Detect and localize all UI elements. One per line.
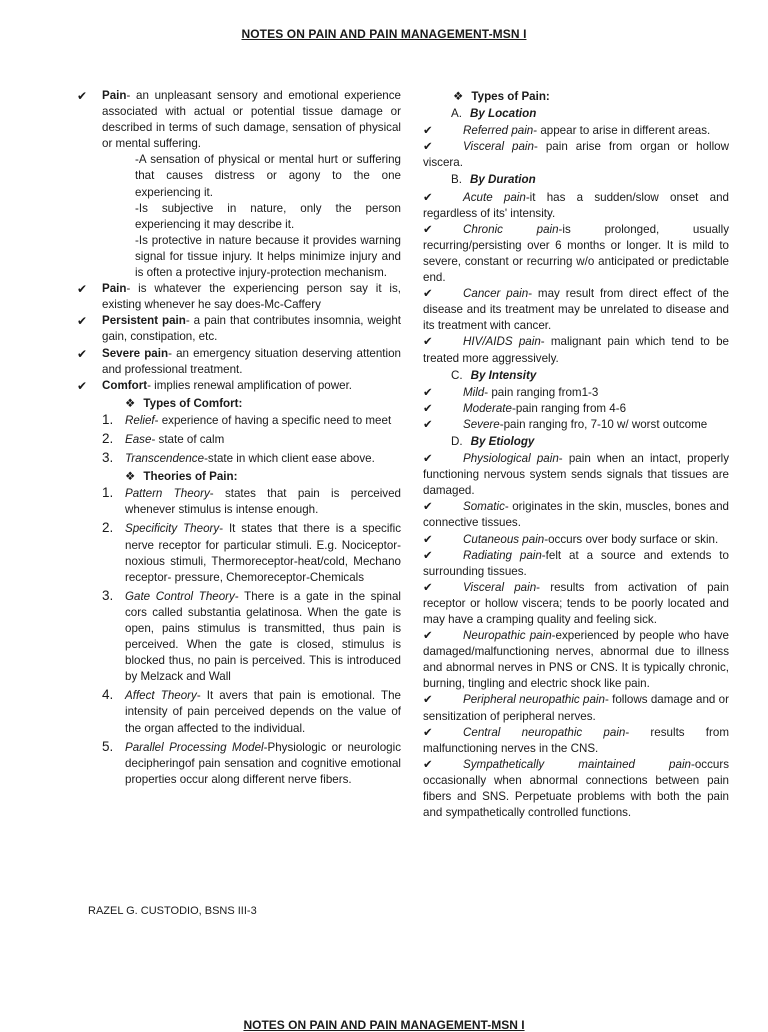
term: Referred pain <box>463 124 534 138</box>
pain-type-item: ✔ Peripheral neuropathic pain- follows damage and or sensitization of peripheral nerves. <box>423 693 729 723</box>
item-number: 5. <box>102 738 114 754</box>
term: Comfort <box>102 378 148 392</box>
theory-item: 1. Pattern Theory- states that pain is perceived whenever stimulus is intense enough. <box>102 485 401 517</box>
checkmark-icon: ✔ <box>423 580 433 594</box>
checkmark-icon: ✔ <box>423 417 433 431</box>
comfort-item: 3. Transcendence-state in which client ease above. <box>102 450 375 466</box>
pain-type-item: ✔ Central neuropathic pain- results from malfunctioning nerves in the CNS. <box>423 725 729 755</box>
item-number: 4. <box>102 687 114 703</box>
checkmark-icon: ✔ <box>423 287 433 301</box>
checkmark-icon: ✔ <box>423 452 433 466</box>
item-number: 3. <box>102 587 114 603</box>
checkmark-icon: ✔ <box>77 314 88 329</box>
checkmark-icon: ✔ <box>423 140 433 154</box>
term: Pain <box>102 282 127 296</box>
checkmark-icon: ✔ <box>77 378 88 393</box>
checkmark-icon: ✔ <box>423 190 433 204</box>
term: Chronic pain <box>463 222 559 236</box>
diamond-bullet-icon: ❖ <box>453 90 464 103</box>
checkmark-icon: ✔ <box>423 124 433 138</box>
diamond-bullet-icon: ❖ <box>125 470 136 484</box>
pain-type-item: ✔ Acute pain-it has a sudden/slow onset and regardless of its' intensity. <box>423 190 729 220</box>
checkmark-icon: ✔ <box>423 335 433 349</box>
term: Severe pain <box>102 346 169 360</box>
pain-type-item: ✔ Cancer pain- may result from direct effect of the disease and its treatment may be unrelated to disease and its treatment with cancer. <box>423 287 729 333</box>
theory-item: 5. Parallel Processing Model-Physiologic or neurologic decipheringof pain sensation and cognitive emotional properties occur along different nerve fibers. <box>102 738 401 786</box>
term: Physiological pain <box>463 452 559 466</box>
theory-item: 3. Gate Control Theory- There is a gate in the spinal cors called substantia gelatinosa. When the gate is open, pains stimulus is transmitted, thus pain is perceived. When the gate is closed, stimulus is blocked thus, no pain is perceived. This is introduced by Melzack and Wall <box>102 587 401 684</box>
theory-item: 4. Affect Theory- It avers that pain is emotional. The intensity of pain perceived depends on the value of the organ affected to the individual. <box>102 687 402 735</box>
comfort-item: 2. Ease- state of calm <box>102 430 225 446</box>
bullet-severe-pain <box>75 346 401 378</box>
term: Acute pain <box>463 190 526 204</box>
pain-type-item: ✔ Severe-pain ranging fro, 7-10 w/ worst outcome <box>423 417 729 433</box>
pain-type-item: ✔ Mild- pain ranging from1-3 <box>423 385 729 401</box>
checkmark-icon: ✔ <box>77 89 88 103</box>
checkmark-icon: ✔ <box>423 629 433 643</box>
term: Central neuropathic pain <box>463 725 626 739</box>
term: HIV/AIDS pain <box>463 335 541 349</box>
bullet-pain-mccaffery <box>75 281 401 313</box>
pain-type-item: ✔ Physiological pain- pain when an intact, properly functioning nervous system sends signals that tissues are damaged. <box>423 452 729 498</box>
term: Severe <box>463 417 500 431</box>
checkmark-icon: ✔ <box>423 725 433 739</box>
right-column <box>423 88 729 821</box>
pain-type-item: ✔ Neuropathic pain-experienced by people who have damaged/malfunctioning nerves, abnormal due to illness and abnormal nerves in PNS or CNS. It is typically chronic, burning, tingling and electric shock like pain. <box>423 629 729 691</box>
checkmark-icon: ✔ <box>77 282 88 297</box>
pain-type-item: ✔ Visceral pain- results from activation of pain receptor or hollow viscera; tends to be poorly located and may have a cramping quality and feeling sick. <box>423 580 730 626</box>
term: Moderate <box>463 401 512 415</box>
category-heading: B. By Duration <box>451 173 536 187</box>
term: Pain <box>102 89 127 102</box>
sub-point: -A sensation of physical or mental hurt or suffering that causes distress or agony to the one experiencing it. <box>135 153 401 199</box>
pain-type-item: ✔ Somatic- originates in the skin, muscles, bones and connective tissues. <box>423 500 729 530</box>
term: Transcendence <box>125 452 205 466</box>
pain-type-item: ✔ Sympathetically maintained pain-occurs occasionally when abnormal connections between pain fibers and SNS. Perpetuate problems with both the pain and sympathetically controlled functions. <box>423 757 729 820</box>
types-of-comfort-heading: ❖ Types of Comfort: <box>125 396 243 410</box>
pain-type-item: ✔ Moderate-pain ranging from 4-6 <box>423 401 729 417</box>
item-number: 2. <box>102 520 114 536</box>
comfort-item: 1. Relief- experience of having a specific need to meet <box>102 411 392 427</box>
checkmark-icon: ✔ <box>423 548 433 562</box>
term: Pattern Theory <box>125 487 210 501</box>
pain-type-item: ✔ Chronic pain-is prolonged, usually recurring/persisting over 6 months or longer. It is mild to severe, constant or recurring w/o anticipated or predictable end. <box>423 222 730 285</box>
term: Affect Theory <box>125 689 197 703</box>
bullet-pain-definition <box>75 88 401 152</box>
checkmark-icon: ✔ <box>423 532 433 546</box>
page-title: NOTES ON PAIN AND PAIN MANAGEMENT-MSN I <box>241 27 527 41</box>
term: Peripheral neuropathic pain <box>463 693 605 707</box>
sub-point: -Is protective in nature because it provides warning signal for tissue injury. It helps minimize injury and is often a protective injury-protection mechanism. <box>135 233 401 280</box>
left-column <box>75 88 401 788</box>
term: Gate Control Theory <box>125 589 235 603</box>
definition: - an emergency situation deserving attention and professional treatment. <box>102 346 401 376</box>
item-number: 1. <box>102 411 114 427</box>
definition: - an unpleasant sensory and emotional experience associated with actual or potential tissue damage or described in terms of such damage, sensation of physical or mental suffering. <box>102 89 401 151</box>
category-heading: C. By Intensity <box>451 368 537 382</box>
theory-item: 2. Specificity Theory- It states that there is a specific nerve receptor for particular stimuli. E.g. Nociceptor-noxious stimuli, Thermoreceptor-heat/cold, Mechano receptor- pressure, Chemoreceptor-Chemicals <box>102 520 401 584</box>
checkmark-icon: ✔ <box>423 401 433 415</box>
term: Cutaneous pain <box>463 532 545 546</box>
checkmark-icon: ✔ <box>423 500 433 514</box>
term: Ease <box>125 432 152 446</box>
pain-type-item: ✔ Referred pain- appear to arise in different areas. <box>423 123 729 139</box>
term: Persistent pain <box>102 314 186 328</box>
sub-point: -Is subjective in nature, only the person experiencing it may describe it. <box>135 201 401 231</box>
checkmark-icon: ✔ <box>423 693 433 707</box>
checkmark-icon: ✔ <box>423 757 433 771</box>
pain-type-item: ✔ HIV/AIDS pain- malignant pain which tend to be treated more aggressively. <box>423 335 729 365</box>
term: Mild <box>463 385 485 399</box>
next-page-title: NOTES ON PAIN AND PAIN MANAGEMENT-MSN I <box>243 1018 525 1032</box>
category-heading: A. By Location <box>451 107 537 121</box>
bullet-comfort <box>75 378 401 394</box>
author-footer: RAZEL G. CUSTODIO, BSNS III-3 <box>88 905 257 917</box>
theories-of-pain-heading: ❖ Theories of Pain: <box>125 470 238 484</box>
item-number: 2. <box>102 430 114 446</box>
item-number: 3. <box>102 450 114 466</box>
diamond-bullet-icon: ❖ <box>125 396 136 410</box>
term: Radiating pain <box>463 548 542 562</box>
checkmark-icon: ✔ <box>77 346 88 361</box>
pain-type-item: ✔ Radiating pain-felt at a source and extends to surrounding tissues. <box>423 548 729 578</box>
types-of-pain-heading: ❖ Types of Pain: <box>453 90 550 103</box>
item-number: 1. <box>102 485 114 501</box>
pain-type-item: ✔ Visceral pain- pain arise from organ or hollow viscera. <box>423 140 729 170</box>
term: Neuropathic pain <box>463 629 552 643</box>
term: Relief <box>125 413 155 427</box>
definition: - is whatever the experiencing person say it is, existing whenever he say does-Mc-Caffery <box>102 282 401 312</box>
checkmark-icon: ✔ <box>423 222 433 236</box>
definition: - implies renewal amplification of power. <box>147 378 353 392</box>
pain-type-item: ✔ Cutaneous pain-occurs over body surface or skin. <box>423 532 729 548</box>
checkmark-icon: ✔ <box>423 385 433 399</box>
category-heading: D. By Etiology <box>451 434 535 448</box>
term: Visceral pain <box>463 580 537 594</box>
term: Specificity Theory <box>125 522 220 536</box>
bullet-persistent-pain <box>75 313 401 345</box>
term: Parallel Processing Model <box>125 740 264 754</box>
definition: - a pain that contributes insomnia, weight gain, constipation, etc. <box>102 314 401 344</box>
term: Sympathetically maintained pain <box>463 757 691 771</box>
term: Somatic <box>463 500 505 514</box>
term: Visceral pain <box>463 140 534 154</box>
term: Cancer pain <box>463 287 529 301</box>
